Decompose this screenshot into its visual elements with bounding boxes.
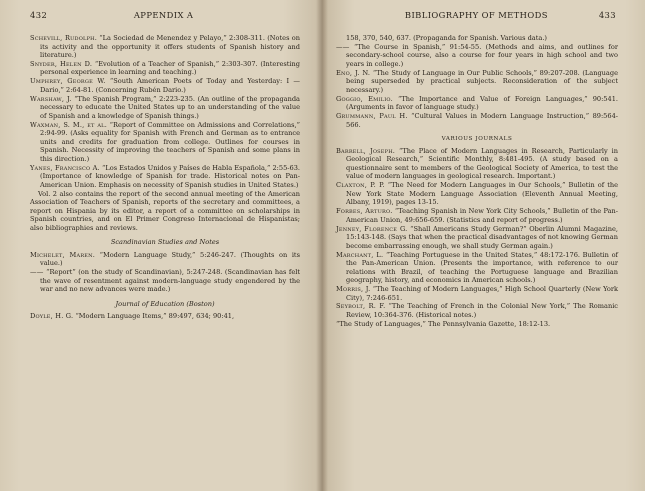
section-heading: VARIOUS JOURNALS — [441, 136, 513, 143]
running-head: APPENDIX A — [133, 10, 194, 20]
section-heading: Journal of Education (Boston) — [115, 299, 215, 308]
bibliography-entry — [30, 268, 300, 294]
bibliography-entry — [30, 77, 300, 94]
bibliography-entry — [30, 60, 300, 77]
entry-text: “Modern Language Items,” 89:497, 634; 90:41, — [75, 312, 235, 321]
entry-author: Morris, J. — [336, 284, 371, 293]
entry-author: Barrell, Joseph. — [336, 146, 396, 155]
entry-text: “Evolution of a Teacher of Spanish,” 2:303-307. (Interesting personal experience in learning and teaching.) — [40, 59, 300, 77]
volume-note: Vol. 2 also contains the report of the second annual meeting of the American Association of Teachers of Spanish, reports of the secretary and committees, a report on Hispania by its editor, a report of a committee on scholarships in Spanish countries, and on El Primer Congreso Internacional de Hispanistas; also bibliographies and reviews. — [30, 189, 300, 232]
page-number: 432 — [30, 10, 48, 20]
entry-text: “Modern Language Study,” 5:246-247. (Thoughts on its value.) — [40, 250, 300, 268]
entry-text: “The Spanish Program,” 2:223-235. (An outline of the propaganda necessary to educate the United States up to an understanding of the value of Spanish and a knowledge of Spanish things.) — [40, 94, 300, 120]
entry-text: “Report of Committee on Admissions and Correlations,” 2:94-99. (Asks equality for Spanish with French and German as to entrance units and credits for graduation from college. Outlines for courses in Spanish. Necessity of improving the teachers of Spanish and some plans in this direction.) — [40, 120, 300, 163]
entry-text: “Cultural Values in Modern Language Instruction,” 89:564-566. — [346, 112, 618, 129]
right-page-body — [336, 34, 618, 329]
entry-author: Michelet, Maren. — [30, 250, 95, 259]
entry-author: Umphrey, George W. — [30, 77, 106, 86]
entry-author: —— — [336, 42, 350, 51]
bibliography-entry — [336, 181, 618, 207]
entry-text: “The Place of Modern Languages in Research, Particularly in Geological Research,” Scientific Monthly, 8:481-495. (A study based on a questionnaire sent to members of the Geological Society of America, to test the value of modern languages in geological research. Important.) — [346, 146, 618, 181]
bibliography-entry — [30, 312, 300, 321]
bibliography-entry — [336, 251, 618, 285]
entry-author: Claxton, P. P. — [336, 181, 385, 190]
bibliography-entry — [336, 147, 618, 181]
entry-text: “South American Poets of Today and Yesterday: I — Dario,” 2:64-81. (Concerning Rubén Dario.) — [40, 77, 300, 94]
book-gutter — [316, 0, 328, 491]
entry-text: “The Study of Languages,” The Pennsylvania Gazette, 18:12-13. — [336, 319, 551, 328]
entry-author: Waxman, S. M., et al. — [30, 120, 108, 129]
entry-author: Schevill, Rudolph. — [30, 34, 97, 42]
entry-author: Goggio, Emilio. — [336, 94, 393, 103]
right-page-header — [336, 10, 616, 20]
bibliography-entry — [30, 164, 300, 190]
entry-author: Marchant, L. — [336, 250, 384, 259]
bibliography-entry — [336, 69, 618, 95]
bibliography-entry — [30, 34, 300, 60]
bibliography-entry — [336, 285, 618, 302]
right-page — [322, 0, 645, 491]
entry-text: “The Importance and Value of Foreign Languages,” 90:541. (Arguments in favor of language study.) — [346, 94, 618, 112]
entry-text: “The Study of Language in Our Public Schools,” 89:207-208. (Language being superseded by practical subjects. Reconsideration of the subject necessary.) — [346, 68, 618, 94]
entry-text: “Teaching Portuguese in the United States,” 48:172-176. Bulletin of the Pan-American Union. (Presents the importance, with reference to our relations with Brazil, of teaching the Portuguese language and Brazilian geography, history, and economics in American schools.) — [346, 250, 618, 285]
entry-author: Snyder, Helen D. — [30, 59, 93, 68]
entry-author: Grummann, Paul H. — [336, 112, 408, 121]
entry-author: Forbes, Arturo. — [336, 207, 393, 216]
entry-author: Eno, J. N. — [336, 68, 371, 77]
entry-author: Warshaw, J. — [30, 94, 72, 103]
bibliography-entry — [30, 251, 300, 268]
entry-author: Seybolt, R. F. — [336, 302, 386, 311]
bibliography-entry — [336, 207, 618, 224]
entry-text: “The Teaching of Modern Languages,” High School Quarterly (New York City), 7:246-651. — [346, 284, 618, 302]
bibliography-entry — [30, 121, 300, 164]
entry-text: “Teaching Spanish in New York City Schools,” Bulletin of the Pan-American Union, 49:656-659. (Statistics and report of progress.) — [346, 207, 618, 224]
entry-text: “La Sociedad de Menendez y Pelayo,” 2:308-311. (Notes on its activity and the opportunity it offers students of Spanish history and literature.) — [40, 34, 300, 60]
entry-author: Yanes, Francisco A. — [30, 163, 100, 172]
entry-text: “Shall Americans Study German?” Oberlin Alumni Magazine, 15:143-148. (Says that when the practical disadvantages of not knowing German become embarrassing enough, we shall study German again.) — [346, 224, 618, 250]
left-page-body — [30, 34, 300, 321]
bibliography-entry — [336, 302, 618, 319]
bibliography-entry — [336, 320, 618, 329]
running-head: BIBLIOGRAPHY OF METHODS — [404, 10, 548, 20]
entry-author: —— — [30, 268, 44, 277]
left-page — [0, 0, 322, 491]
entry-author: Jenney, Florence G. — [336, 224, 408, 233]
entry-text: “The Need for Modern Languages in Our Schools,” Bulletin of the New York State Modern Language Association (Eleventh Annual Meeting, Albany, 1919), pages 13-15. — [346, 181, 618, 207]
entry-text: “Report” (on the study of Scandinavian), 5:247-248. (Scandinavian has felt the wave of resentment against modern-language study engendered by the war and no new advances were made.) — [40, 268, 300, 294]
bibliography-entry — [336, 225, 618, 251]
page-number: 433 — [598, 10, 616, 20]
bibliography-entry — [336, 95, 618, 112]
continuation-text: 158, 370, 540, 637. (Propaganda for Spanish. Various data.) — [346, 34, 547, 42]
section-heading: Scandinavian Studies and Notes — [110, 238, 220, 247]
entry-text: “The Teaching of French in the Colonial New York,” The Romanic Review, 10:364-376. (Historical notes.) — [346, 302, 618, 319]
left-page-header — [30, 10, 298, 20]
bibliography-entry — [336, 43, 618, 69]
bibliography-entry — [30, 95, 300, 121]
entry-text: “The Course in Spanish,” 91:54-55. (Methods and aims, and outlines for secondary-school course, also a course for four years in high school and two years in college.) — [346, 42, 618, 68]
entry-text: “Los Estados Unidos y Países de Habla Española,” 2:55-63. (Importance of knowledge of Spanish for trade. Historical notes on Pan-American Union. Emphasis on necessity of Spanish studies in United States.) — [40, 163, 300, 189]
bibliography-entry — [336, 112, 618, 129]
entry-author: Doyle, H. G. — [30, 312, 74, 321]
